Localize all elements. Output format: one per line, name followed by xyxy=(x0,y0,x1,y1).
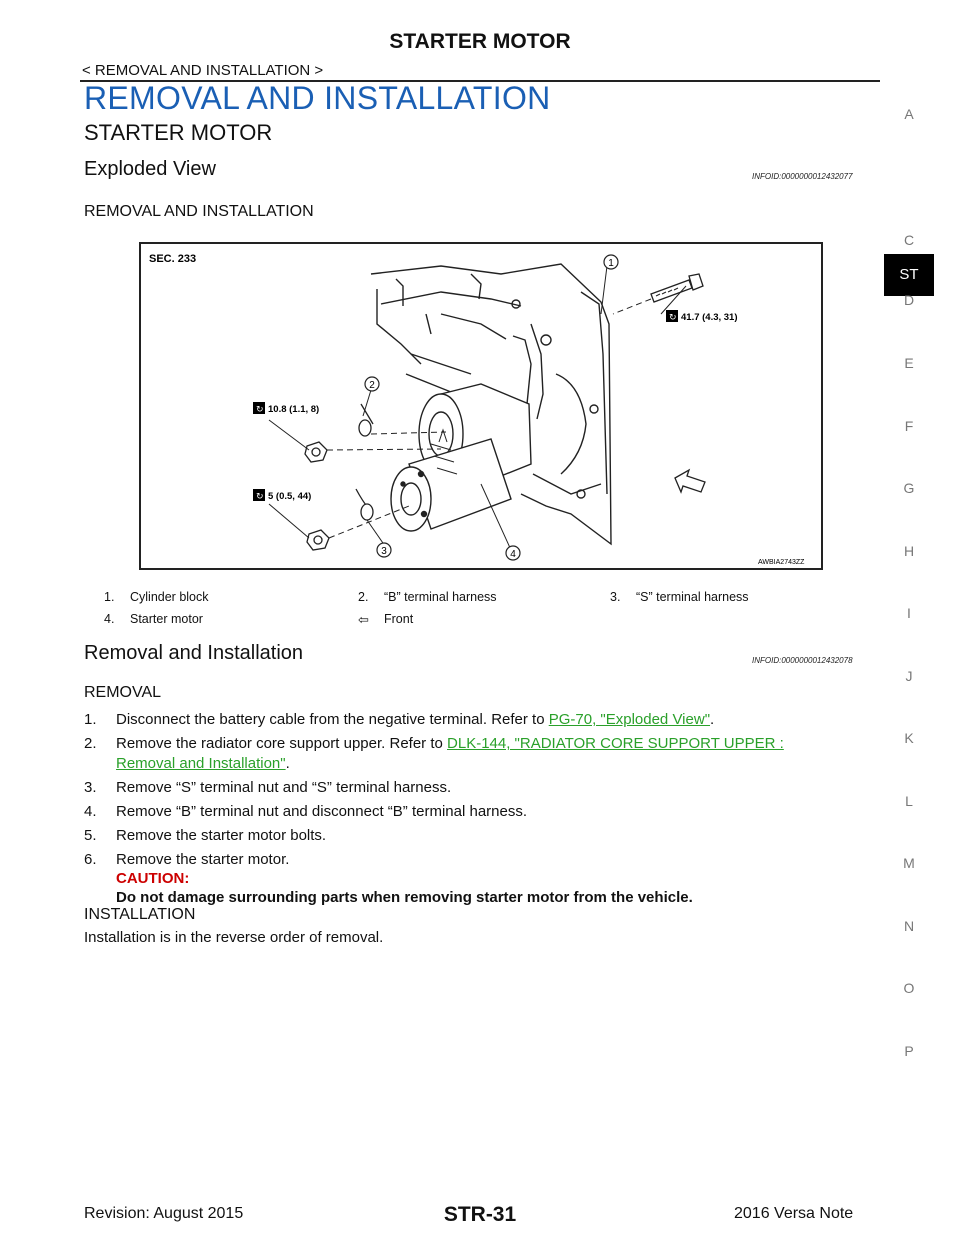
side-tab-i[interactable]: I xyxy=(907,605,911,621)
legend-num: 1. xyxy=(104,590,115,604)
torque-value-3: 5 (0.5, 44) xyxy=(268,491,312,502)
side-tab-e[interactable]: E xyxy=(904,355,914,371)
installation-label: INSTALLATION xyxy=(84,906,196,923)
callout-1: 1 xyxy=(608,258,614,269)
page-header-title: STARTER MOTOR xyxy=(389,30,571,53)
step-3 xyxy=(84,778,876,797)
step-number: 2. xyxy=(84,735,97,752)
step-punct: . xyxy=(285,755,290,772)
sec-label: SEC. 233 xyxy=(149,253,197,265)
step-text: Remove the starter motor. xyxy=(116,851,290,868)
svg-text:↻: ↻ xyxy=(256,405,264,415)
torque-value-1: 41.7 (4.3, 31) xyxy=(681,312,738,323)
side-tab-m[interactable]: M xyxy=(903,855,915,871)
side-tab-p[interactable]: P xyxy=(904,1043,914,1059)
callout-4: 4 xyxy=(510,549,516,560)
footer-model: 2016 Versa Note xyxy=(734,1205,854,1222)
section-title: REMOVAL AND INSTALLATION xyxy=(84,80,551,116)
installation-text: Installation is in the reverse order of removal. xyxy=(84,929,384,946)
front-arrow-legend-icon: ⇦ xyxy=(358,612,369,627)
torque-value-2: 10.8 (1.1, 8) xyxy=(268,404,320,415)
step-number: 3. xyxy=(84,779,97,796)
link-dlk-144[interactable]: DLK-144, "RADIATOR CORE SUPPORT UPPER : xyxy=(447,735,784,752)
step-2 xyxy=(84,734,876,753)
step-text: Remove the radiator core support upper. Refer to xyxy=(116,735,448,752)
svg-text:↻: ↻ xyxy=(256,492,264,502)
step-number: 5. xyxy=(84,827,97,844)
legend-row xyxy=(104,590,824,612)
side-tab-g[interactable]: G xyxy=(903,480,915,496)
step-1 xyxy=(84,710,876,729)
step-number: 1. xyxy=(84,711,97,728)
legend-text: “B” terminal harness xyxy=(384,590,497,604)
legend-num: 4. xyxy=(104,612,115,626)
breadcrumb: < REMOVAL AND INSTALLATION > xyxy=(82,62,324,79)
exploded-view-heading: Exploded View xyxy=(84,158,216,180)
side-tab-j[interactable]: J xyxy=(905,668,913,684)
side-tab-d[interactable]: D xyxy=(903,292,915,308)
step-4 xyxy=(84,802,876,821)
figure-code: AWBIA2743ZZ xyxy=(758,559,805,566)
step-punct: . xyxy=(710,711,715,728)
legend-text: Front xyxy=(384,612,414,626)
figure-legend xyxy=(104,590,824,634)
side-tab-c[interactable]: C xyxy=(903,232,915,248)
exploded-view-label: REMOVAL AND INSTALLATION xyxy=(84,203,314,220)
exploded-view-figure xyxy=(139,242,823,570)
step-2-cont xyxy=(116,754,876,773)
step-text: Remove “S” terminal nut and “S” terminal harness. xyxy=(116,779,452,796)
side-tab-o[interactable]: O xyxy=(903,980,915,996)
page-number: STR-31 xyxy=(443,1203,517,1226)
legend-row xyxy=(104,612,824,634)
link-pg-70[interactable]: PG-70, "Exploded View" xyxy=(548,711,711,728)
terminal-nuts-drawing xyxy=(305,404,373,550)
step-number: 4. xyxy=(84,803,97,820)
step-text: Disconnect the battery cable from the negative terminal. Refer to xyxy=(116,711,549,728)
removal-installation-infoid: INFOID:0000000012432078 xyxy=(752,656,853,665)
svg-text:↻: ↻ xyxy=(669,313,677,323)
legend-num: 2. xyxy=(358,590,369,604)
exploded-view-infoid: INFOID:0000000012432077 xyxy=(752,172,853,181)
legend-text: Starter motor xyxy=(130,612,203,626)
side-tab-k[interactable]: K xyxy=(904,730,914,746)
caution-label: CAUTION: xyxy=(116,870,190,887)
side-tab-n[interactable]: N xyxy=(903,918,915,934)
side-tab-st[interactable]: ST xyxy=(884,254,934,296)
legend-text: Cylinder block xyxy=(130,590,209,604)
removal-installation-heading: Removal and Installation xyxy=(84,642,304,664)
step-5 xyxy=(84,826,876,845)
step-6 xyxy=(84,850,876,907)
callout-3: 3 xyxy=(381,546,387,557)
section-subtitle: STARTER MOTOR xyxy=(84,120,273,145)
removal-label: REMOVAL xyxy=(84,684,162,701)
side-tab-l[interactable]: L xyxy=(905,793,913,809)
side-tab-a[interactable]: A xyxy=(904,106,914,122)
legend-text: “S” terminal harness xyxy=(636,590,749,604)
link-dlk-144-cont[interactable]: Removal and Installation" xyxy=(116,755,286,772)
starter-motor-drawing xyxy=(391,384,531,531)
starter-motor-diagram xyxy=(141,244,821,568)
side-tab-h[interactable]: H xyxy=(903,543,915,559)
footer-revision: Revision: August 2015 xyxy=(84,1205,244,1222)
step-text: Remove the starter motor bolts. xyxy=(116,827,327,844)
front-arrow-icon xyxy=(675,470,705,492)
step-text: Remove “B” terminal nut and disconnect “B” terminal harness. xyxy=(116,803,528,820)
caution-text: Do not damage surrounding parts when removing starter motor from the vehicle. xyxy=(116,889,693,906)
side-tab-f[interactable]: F xyxy=(904,418,914,434)
legend-num: 3. xyxy=(610,590,621,604)
step-number: 6. xyxy=(84,851,97,868)
bolt-drawing xyxy=(651,274,703,302)
callout-2: 2 xyxy=(369,380,375,391)
